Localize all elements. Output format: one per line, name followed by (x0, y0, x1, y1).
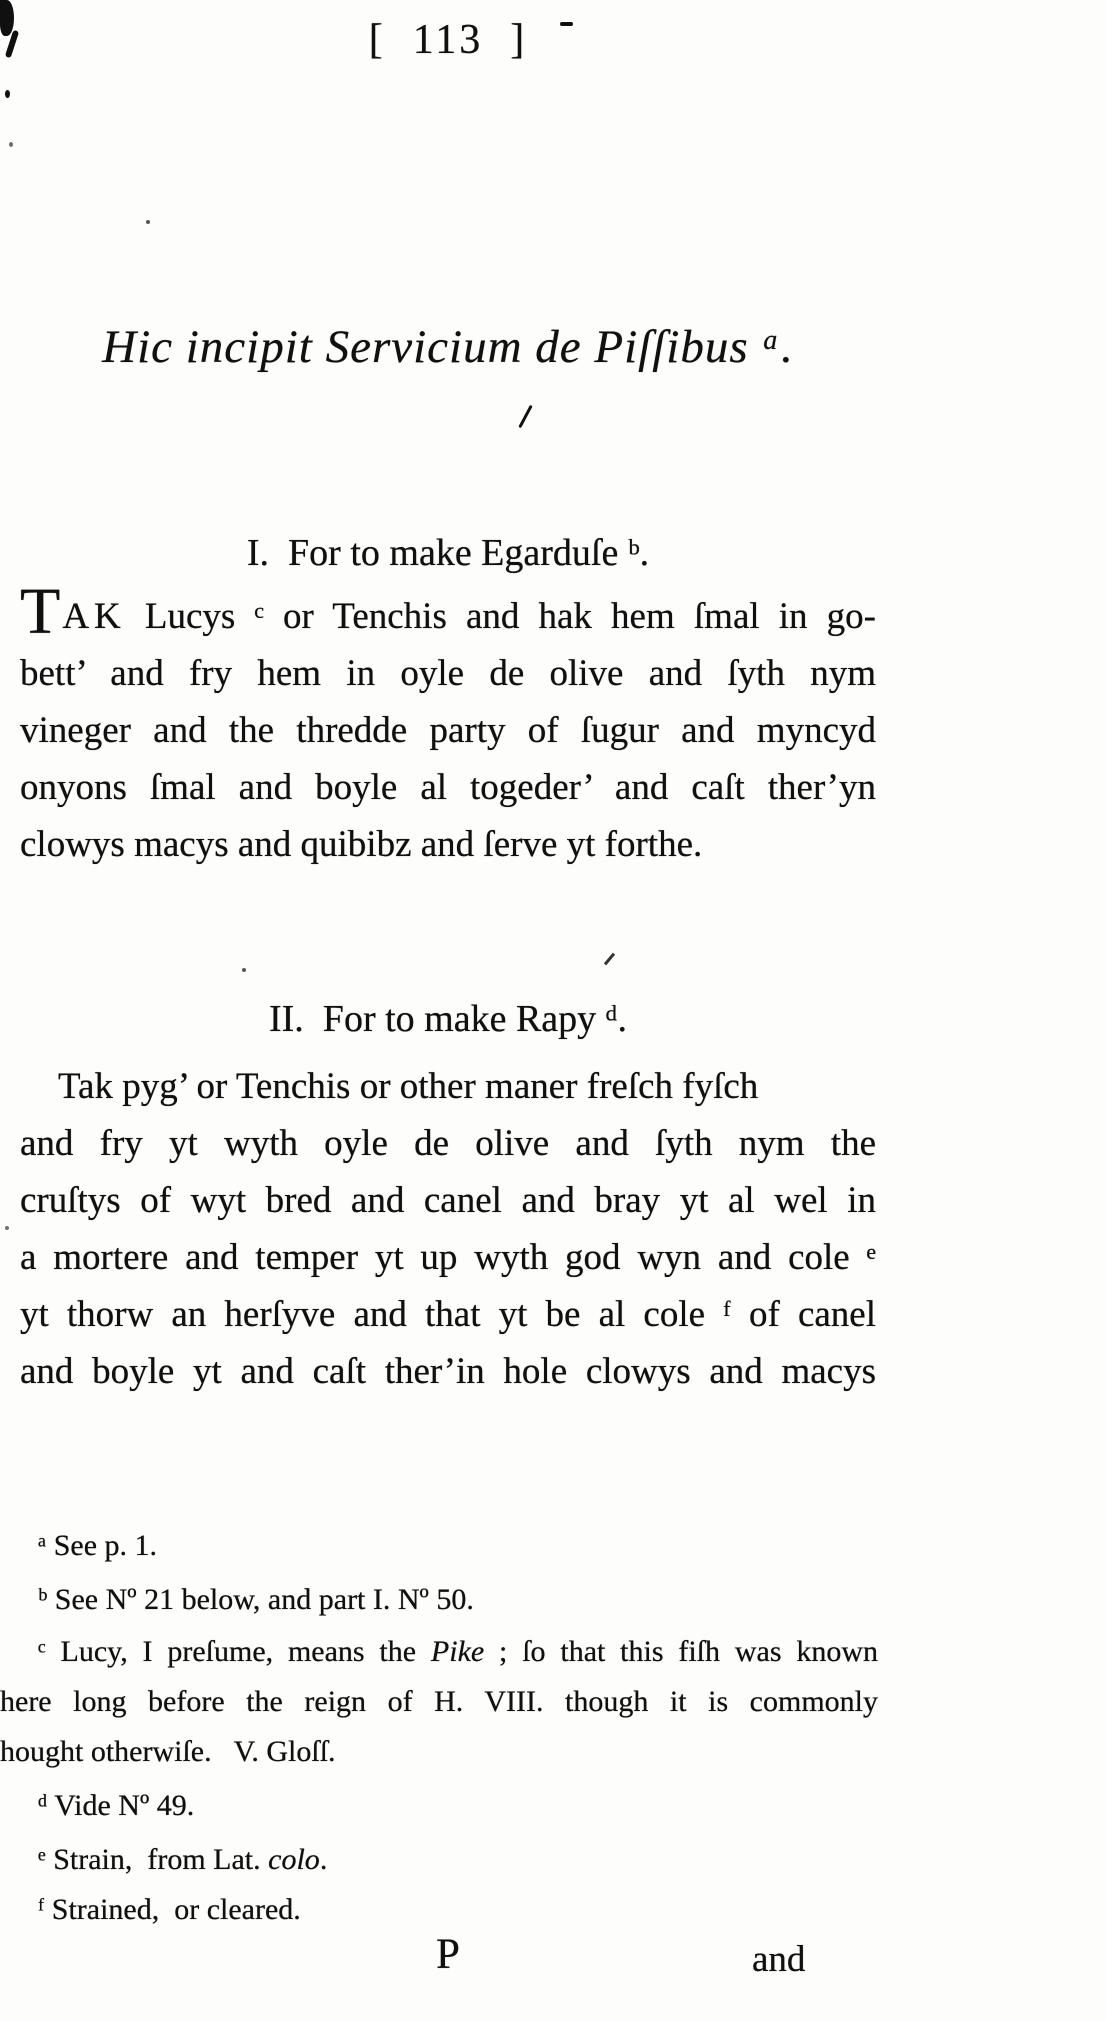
text-line: clowys macys and quibibz and ſerve yt forthe. (20, 824, 703, 865)
page-number: [ 113 ] (368, 17, 528, 63)
ink-stroke (518, 405, 532, 428)
footnote-c-line2: here long before the reign of H. VIII. though it is commonly (0, 1685, 878, 1718)
footnote-e-italic-word: colo (268, 1843, 320, 1876)
ink-speck (146, 220, 150, 224)
footnote-a: ᵃ See p. 1. (38, 1529, 158, 1562)
signature-mark: P (436, 1931, 460, 1978)
ink-speck (5, 1226, 9, 1230)
recipe-1-text (20, 575, 876, 873)
text-line: onyons ſmal and boyle al togeder’ and caſt ther’yn (20, 767, 876, 808)
text-line: and fry yt wyth oyle de olive and ſyth nym the (20, 1123, 876, 1164)
footnote-e (38, 1838, 878, 1882)
footnote-c-line1 (38, 1630, 878, 1674)
footnote-c-text: ᶜ Lucy, I preſume, means the (38, 1635, 431, 1668)
opening-caps: AK (62, 596, 126, 637)
footnote-c-italic-word: Pike (430, 1635, 485, 1668)
text-line (20, 575, 876, 648)
ink-speck (5, 90, 10, 98)
footnote-c-text: ; ſo that this fiſh was known (484, 1635, 878, 1668)
recipe-2-text (20, 1058, 876, 1400)
footnote-d: ᵈ Vide Nº 49. (38, 1789, 195, 1822)
text-line: yt thorw an herſyve and that yt be al cole ᶠ of canel (20, 1294, 876, 1335)
ink-speck (9, 142, 13, 147)
footnote-f: ᶠ Strained, or cleared. (38, 1893, 301, 1926)
ink-stroke (604, 953, 615, 966)
footnote-e-text: ᵉ Strain, from Lat. (38, 1843, 269, 1876)
ink-speck (0, 0, 14, 36)
chapter-title: Hic incipit Servicium de Piſſibus ᵃ. (102, 321, 794, 373)
text-line-segment: Lucys ᶜ or Tenchis and hak hem ſmal in go- (125, 596, 876, 637)
footnote-c-line3: hought otherwiſe. V. Gloſſ. (0, 1735, 336, 1768)
recipe-2-heading: II. For to make Rapy ᵈ. (269, 998, 627, 1040)
text-line: Tak pyg’ or Tenchis or other maner freſch fyſch (58, 1066, 759, 1107)
footnote-b: ᵇ See Nº 21 below, and part I. Nº 50. (38, 1583, 474, 1616)
ink-speck (242, 968, 246, 972)
text-line: cruſtys of wyt bred and canel and bray yt al wel in (20, 1180, 876, 1221)
recipe-1-heading: I. For to make Egarduſe ᵇ. (246, 532, 650, 574)
text-line: vineger and the thredde party of ſugur and myncyd (20, 710, 876, 751)
text-line: bett’ and fry hem in oyle de olive and ſyth nym (20, 653, 876, 694)
text-line: a mortere and temper yt up wyth god wyn and cole ᵉ (20, 1237, 876, 1278)
footnote-e-text: . (319, 1843, 328, 1876)
catchword: and (752, 1939, 806, 1980)
text-line: and boyle yt and caſt ther’in hole clowys and macys (20, 1351, 876, 1392)
drop-cap-initial: T (20, 575, 63, 648)
